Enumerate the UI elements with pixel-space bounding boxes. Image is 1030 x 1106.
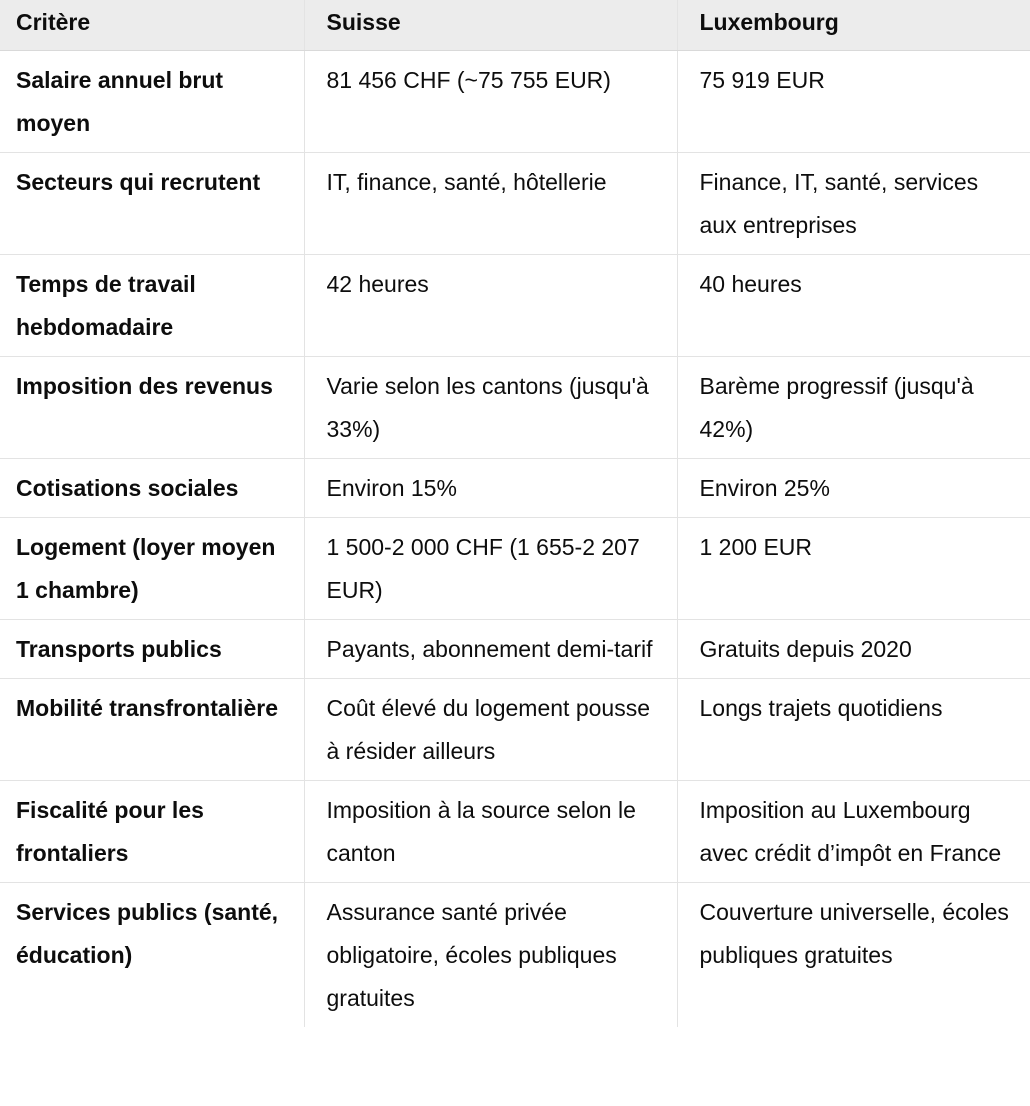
header-luxembourg: Luxembourg: [677, 0, 1030, 51]
table-row: [0, 153, 1030, 255]
switzerland-cell: Imposition à la source selon le canton: [304, 781, 677, 883]
luxembourg-cell: 1 200 EUR: [677, 518, 1030, 620]
criterion-cell: Fiscalité pour les frontaliers: [0, 781, 304, 883]
switzerland-cell: Environ 15%: [304, 459, 677, 518]
luxembourg-cell: Environ 25%: [677, 459, 1030, 518]
switzerland-cell: IT, finance, santé, hôtellerie: [304, 153, 677, 255]
luxembourg-cell: 75 919 EUR: [677, 51, 1030, 153]
table-row: [0, 357, 1030, 459]
table-header-row: [0, 0, 1030, 51]
table-row: [0, 781, 1030, 883]
switzerland-cell: Varie selon les cantons (jusqu'à 33%): [304, 357, 677, 459]
criterion-cell: Secteurs qui recrutent: [0, 153, 304, 255]
criterion-cell: Cotisations sociales: [0, 459, 304, 518]
table-row: [0, 620, 1030, 679]
table-row: [0, 255, 1030, 357]
switzerland-cell: 81 456 CHF (~75 755 EUR): [304, 51, 677, 153]
criterion-cell: Transports publics: [0, 620, 304, 679]
luxembourg-cell: Finance, IT, santé, services aux entreprises: [677, 153, 1030, 255]
header-switzerland: Suisse: [304, 0, 677, 51]
table-row: [0, 51, 1030, 153]
luxembourg-cell: Couverture universelle, écoles publiques gratuites: [677, 883, 1030, 1028]
table-row: [0, 459, 1030, 518]
criterion-cell: Imposition des revenus: [0, 357, 304, 459]
criterion-cell: Services publics (santé, éducation): [16, 899, 279, 968]
luxembourg-cell: Gratuits depuis 2020: [677, 620, 1030, 679]
table-row: [0, 883, 1030, 1028]
table-row: [0, 518, 1030, 620]
table-row: [0, 679, 1030, 781]
header-criterion: Critère: [0, 0, 304, 51]
switzerland-cell: 42 heures: [304, 255, 677, 357]
luxembourg-cell: Imposition au Luxembourg avec crédit d’impôt en France: [677, 781, 1030, 883]
criterion-cell: Mobilité transfrontalière: [0, 679, 304, 781]
luxembourg-cell: Longs trajets quotidiens: [677, 679, 1030, 781]
switzerland-cell: Coût élevé du logement pousse à résider ailleurs: [304, 679, 677, 781]
switzerland-cell: 1 500-2 000 CHF (1 655-2 207 EUR): [304, 518, 677, 620]
criterion-cell: Temps de travail hebdomadaire: [0, 255, 304, 357]
criterion-cell: Salaire annuel brut moyen: [0, 51, 304, 153]
criterion-cell: Logement (loyer moyen 1 chambre): [0, 518, 304, 620]
luxembourg-cell: 40 heures: [677, 255, 1030, 357]
switzerland-cell: Assurance santé privée obligatoire, écoles publiques gratuites: [304, 883, 677, 1028]
luxembourg-cell: Barème progressif (jusqu'à 42%): [677, 357, 1030, 459]
switzerland-cell: Payants, abonnement demi-tarif: [304, 620, 677, 679]
